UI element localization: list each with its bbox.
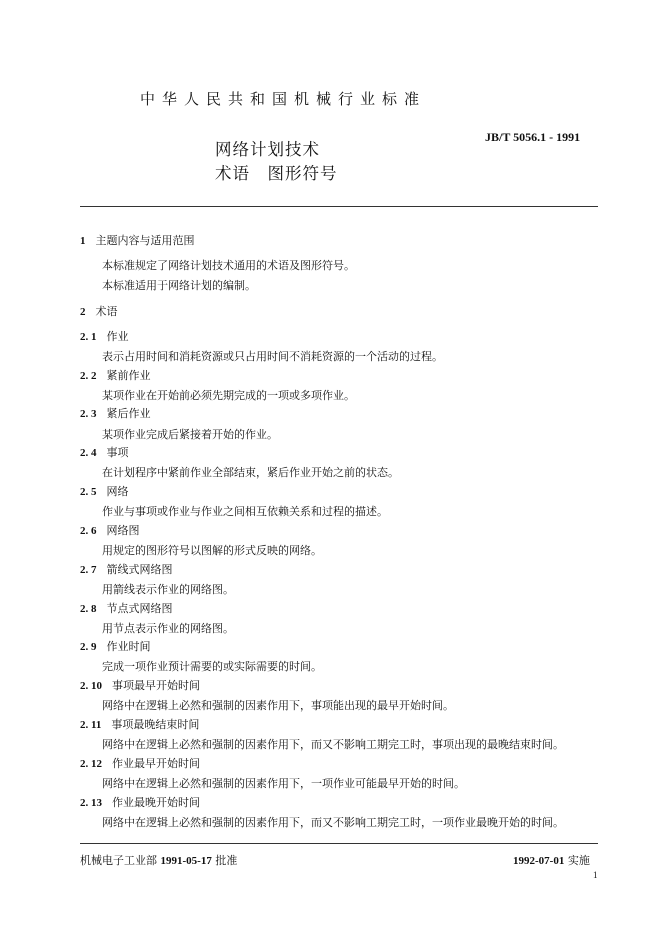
term-number: 2. 5 xyxy=(80,486,97,498)
term-number: 2. 1 xyxy=(80,331,97,343)
term-number: 2. 9 xyxy=(80,641,97,653)
term-number: 2. 13 xyxy=(80,797,102,809)
term-number: 2. 12 xyxy=(80,758,102,770)
term-heading xyxy=(80,679,200,693)
term-heading xyxy=(80,524,140,538)
approving-authority: 机械电子工业部 xyxy=(80,854,157,867)
term-heading xyxy=(80,330,129,344)
term-definition: 网络中在逻辑上必然和强制的因素作用下，而又不影响工期完工时，事项出现的最晚结束时间。 xyxy=(102,738,564,751)
section-title: 术语 xyxy=(95,305,118,318)
section-paragraph: 本标准规定了网络计划技术通用的术语及图形符号。 xyxy=(102,259,355,272)
term-definition: 网络中在逻辑上必然和强制的因素作用下，事项能出现的最早开始时间。 xyxy=(102,699,454,712)
term-heading xyxy=(80,563,173,577)
term-title: 网络 xyxy=(106,485,129,498)
section-heading xyxy=(80,305,118,319)
approval-date: 1991-05-17 xyxy=(160,855,212,867)
term-definition: 完成一项作业预计需要的或实际需要的时间。 xyxy=(102,660,322,673)
term-heading xyxy=(80,369,151,383)
term-heading xyxy=(80,796,200,810)
effective-note xyxy=(513,852,590,868)
term-definition: 某项作业完成后紧接着开始的作业。 xyxy=(102,428,278,441)
effective-date: 1992-07-01 xyxy=(513,855,565,867)
effective-label: 实施 xyxy=(567,854,590,867)
footer-divider xyxy=(80,843,598,844)
term-number: 2. 6 xyxy=(80,525,97,537)
term-definition: 在计划程序中紧前作业全部结束，紧后作业开始之前的状态。 xyxy=(102,466,399,479)
term-heading xyxy=(80,640,151,654)
term-definition: 用箭线表示作业的网络图。 xyxy=(102,583,234,596)
term-definition: 网络中在逻辑上必然和强制的因素作用下，一项作业可能最早开始的时间。 xyxy=(102,777,465,790)
term-title: 紧前作业 xyxy=(106,369,151,382)
term-definition: 作业与事项或作业与作业之间相互依赖关系和过程的描述。 xyxy=(102,505,388,518)
term-heading xyxy=(80,757,200,771)
term-number: 2. 8 xyxy=(80,603,97,615)
term-definition: 某项作业在开始前必须先期完成的一项或多项作业。 xyxy=(102,389,355,402)
term-title: 事项最早开始时间 xyxy=(112,679,200,692)
term-heading xyxy=(80,718,199,732)
term-heading xyxy=(80,446,129,460)
term-title: 节点式网络图 xyxy=(106,602,173,615)
approval-note xyxy=(80,852,237,868)
standard-code: JB/T 5056.1 - 1991 xyxy=(485,130,581,144)
term-number: 2. 11 xyxy=(80,719,102,731)
term-number: 2. 10 xyxy=(80,680,102,692)
term-title: 作业最晚开始时间 xyxy=(112,796,200,809)
term-number: 2. 2 xyxy=(80,370,97,382)
section-number: 2 xyxy=(80,306,86,318)
section-paragraph: 本标准适用于网络计划的编制。 xyxy=(102,279,256,292)
term-title: 紧后作业 xyxy=(106,407,151,420)
term-heading xyxy=(80,485,129,499)
issuing-organization: 中华人民共和国机械行业标准 xyxy=(140,90,427,108)
section-heading xyxy=(80,234,195,248)
term-title: 作业 xyxy=(106,330,129,343)
document-title-line2: 术语 图形符号 xyxy=(215,164,338,183)
section-number: 1 xyxy=(80,235,86,247)
section-title: 主题内容与适用范围 xyxy=(95,234,195,247)
term-title: 网络图 xyxy=(106,524,140,537)
document-title-line1: 网络计划技术 xyxy=(215,140,320,159)
term-definition: 网络中在逻辑上必然和强制的因素作用下，而又不影响工期完工时，一项作业最晚开始的时间。 xyxy=(102,816,564,829)
term-number: 2. 3 xyxy=(80,408,97,420)
term-definition: 用规定的图形符号以图解的形式反映的网络。 xyxy=(102,544,322,557)
term-number: 2. 7 xyxy=(80,564,97,576)
page-number: 1 xyxy=(593,870,598,880)
term-title: 作业时间 xyxy=(106,640,151,653)
term-heading xyxy=(80,602,173,616)
term-title: 作业最早开始时间 xyxy=(112,757,200,770)
header-divider xyxy=(80,206,598,207)
term-title: 事项最晚结束时间 xyxy=(111,718,200,731)
term-number: 2. 4 xyxy=(80,447,97,459)
approval-label: 批准 xyxy=(215,854,238,867)
term-title: 箭线式网络图 xyxy=(106,563,173,576)
term-title: 事项 xyxy=(106,446,129,459)
term-definition: 表示占用时间和消耗资源或只占用时间不消耗资源的一个活动的过程。 xyxy=(102,350,443,363)
term-heading xyxy=(80,407,151,421)
term-definition: 用节点表示作业的网络图。 xyxy=(102,622,234,635)
